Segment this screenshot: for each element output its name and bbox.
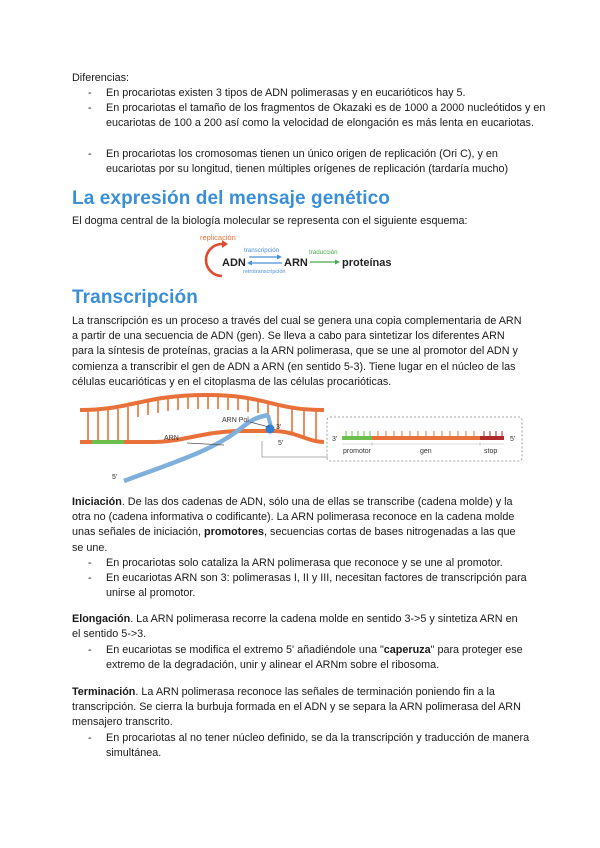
- label-retrotranscripcion: retrotranscripción: [243, 269, 286, 275]
- elongacion-paragraph: Elongación. La ARN polimerasa recorre la cadena molde en sentido 3->5 y sintetiza ARN en el sentido 5->3.: [72, 613, 518, 641]
- list-item: - En procariotas al no tener núcleo definido, se da la transcripción y traducción de manera simultánea.: [88, 732, 530, 760]
- label-3prime-box: 3': [332, 436, 338, 443]
- list-item: - En eucariotas se modifica el extremo 5' añadiéndole una "caperuza" para proteger ese extremo de la degradación, unir y alinear el ARNm sobre el ribosoma.: [88, 644, 523, 672]
- list-item: - En procariotas los cromosomas tienen un único origen de replicación (Ori C), y en eucariotas por su longitud, tienen múltiples orígenes de replicación (tardaría mucho): [88, 148, 509, 176]
- iniciacion-title: Iniciación: [72, 496, 122, 508]
- label-traduccion: traducción: [309, 249, 338, 256]
- label-arn-pol: ARN Pol: [222, 417, 249, 424]
- list-item: - En procariotas solo cataliza la ARN polimerasa que reconoce y se une al promotor.: [88, 557, 503, 569]
- elongacion-title: Elongación: [72, 613, 131, 625]
- label-5prime-left: 5': [278, 440, 284, 447]
- label-arn-fig: ARN: [164, 435, 179, 442]
- transcription-figure: [72, 393, 532, 483]
- terminacion-title: Terminación: [72, 686, 136, 698]
- list-item: - En procariotas existen 3 tipos de ADN polimerasas y en eucarióticos hay 5.: [88, 87, 466, 99]
- label-3prime-left: 3': [276, 424, 282, 431]
- label-adn: ADN: [222, 257, 246, 269]
- list-item: - En procariotas el tamaño de los fragmentos de Okazaki es de 1000 a 2000 nucleótidos y en eucariotas de 100 a 200 así como la velocidad de elongación es más lenta en eucariotas.: [88, 102, 546, 130]
- section-heading-expresion: La expresión del mensaje genético: [72, 188, 390, 209]
- label-5prime-rna: 5': [112, 474, 118, 481]
- transcripcion-paragraph: La transcripción es un proceso a través del cual se genera una copia complementaria de ARN a partir de una secuencia de ADN (gen). Se lleva a cabo para sintetizar los diferentes ARN para la síntesis de proteínas, gracias a la ARN polimerasa, que se une al promotor del ADN y comienza a transcribir el gen de ADN a ARN (en sentido 5-3). Tiene lugar en el núcleo de las células eucarióticas y en el citoplasma de las células procarióticas.: [72, 315, 522, 388]
- expresion-intro: El dogma central de la biología molecular se representa con el siguiente esquema:: [72, 215, 468, 227]
- label-proteinas: proteínas: [342, 257, 392, 269]
- section-heading-transcripcion: Transcripción: [72, 287, 198, 308]
- label-arn: ARN: [284, 257, 308, 269]
- diferencias-title: Diferencias:: [72, 72, 130, 84]
- promotores-term: promotores: [204, 526, 265, 539]
- label-promotor: promotor: [343, 448, 372, 455]
- label-gen: gen: [420, 448, 432, 455]
- label-replicacion: replicación: [200, 233, 236, 242]
- label-stop: stop: [484, 448, 498, 455]
- list-item: - En eucariotas ARN son 3: polimerasas I, II y III, necesitan factores de transcripción para unirse al promotor.: [88, 572, 527, 600]
- iniciacion-paragraph: Iniciación. De las dos cadenas de ADN, sólo una de ellas se transcribe (cadena molde) y la otra no (cadena informativa o codificante). La ARN polimerasa reconoce en la cadena molde unas señales de iniciación, promotores, secuencias cortas de bases nitrogenadas a las que se une.: [72, 496, 516, 554]
- label-5prime-box: 5': [510, 436, 516, 443]
- terminacion-paragraph: Terminación. La ARN polimerasa reconoce las señales de terminación poniendo fin a la transcripción. Se cierra la burbuja formada en el ADN y se separa la ARN polimerasa del ARN mensajero transcrito.: [72, 686, 521, 729]
- arn-pol-marker: [266, 425, 275, 434]
- caperuza-term: caperuza: [383, 644, 431, 656]
- dogma-diagram: [196, 228, 406, 280]
- label-transcripcion: transcripción: [244, 247, 280, 254]
